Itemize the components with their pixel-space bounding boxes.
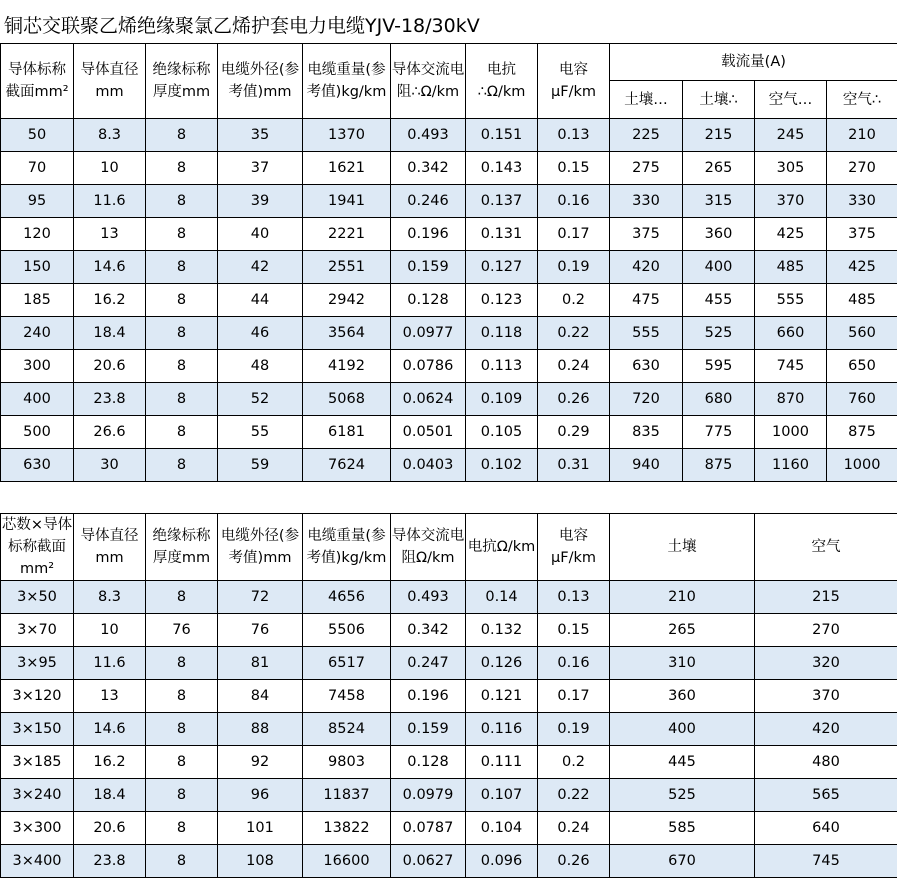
table-cell: 670	[610, 845, 755, 878]
table-row	[1, 218, 897, 251]
table-cell: 330	[827, 185, 897, 218]
table-cell: 8	[146, 119, 218, 152]
table-cell: 1160	[755, 449, 827, 482]
table-row	[1, 713, 897, 746]
table-cell: 8	[146, 284, 218, 317]
table-cell: 760	[827, 383, 897, 416]
table-cell: 360	[683, 218, 755, 251]
table-cell: 10	[74, 614, 146, 647]
table-cell: 455	[683, 284, 755, 317]
table-cell: 0.132	[466, 614, 538, 647]
table-cell: 96	[218, 779, 303, 812]
header-weight: 电缆重量(参考值)kg/km	[303, 514, 391, 581]
table-cell: 8.3	[74, 119, 146, 152]
table-cell: 11837	[303, 779, 391, 812]
header-diameter: 导体直径mm	[74, 514, 146, 581]
table-cell: 3×95	[1, 647, 74, 680]
table-cell: 55	[218, 416, 303, 449]
page-title: 铜芯交联聚乙烯绝缘聚氯乙烯护套电力电缆YJV-18/30kV	[4, 15, 480, 37]
table-cell: 630	[610, 350, 683, 383]
table-cell: 8	[146, 317, 218, 350]
table-cell: 76	[146, 614, 218, 647]
table-cell: 555	[755, 284, 827, 317]
header-capacitance: 电容μF/km	[538, 514, 610, 581]
table-cell: 400	[610, 713, 755, 746]
table-cell: 14.6	[74, 251, 146, 284]
table-cell: 0.16	[538, 185, 610, 218]
table-cell: 0.0403	[391, 449, 466, 482]
table-cell: 1370	[303, 119, 391, 152]
table-cell: 0.0979	[391, 779, 466, 812]
table-cell: 0.2	[538, 746, 610, 779]
table-cell: 59	[218, 449, 303, 482]
header-reactance: 电抗Ω/km	[466, 514, 538, 581]
table-cell: 37	[218, 152, 303, 185]
table-cell: 480	[755, 746, 897, 779]
table-cell: 0.15	[538, 614, 610, 647]
table-cell: 215	[683, 119, 755, 152]
table-cell: 0.0624	[391, 383, 466, 416]
table-row	[1, 185, 897, 218]
table-cell: 210	[827, 119, 897, 152]
table-cell: 0.19	[538, 251, 610, 284]
table-cell: 300	[1, 350, 74, 383]
table-cell: 40	[218, 218, 303, 251]
table-cell: 0.16	[538, 647, 610, 680]
table-cell: 95	[1, 185, 74, 218]
table-cell: 44	[218, 284, 303, 317]
table-row	[1, 251, 897, 284]
table-cell: 360	[610, 680, 755, 713]
table-cell: 0.159	[391, 713, 466, 746]
table-cell: 8.3	[74, 581, 146, 614]
table-cell: 150	[1, 251, 74, 284]
table-cell: 555	[610, 317, 683, 350]
table-cell: 305	[755, 152, 827, 185]
table-cell: 8	[146, 218, 218, 251]
table-cell: 3×240	[1, 779, 74, 812]
table-cell: 5068	[303, 383, 391, 416]
table-cell: 81	[218, 647, 303, 680]
table-row	[1, 119, 897, 152]
table-cell: 84	[218, 680, 303, 713]
table-cell: 0.0501	[391, 416, 466, 449]
table-cell: 72	[218, 581, 303, 614]
table-cell: 16.2	[74, 284, 146, 317]
table-cell: 400	[1, 383, 74, 416]
table-cell: 101	[218, 812, 303, 845]
table-cell: 39	[218, 185, 303, 218]
table-cell: 11.6	[74, 185, 146, 218]
table-cell: 3×400	[1, 845, 74, 878]
table-cell: 3×70	[1, 614, 74, 647]
table-cell: 8	[146, 185, 218, 218]
table-cell: 26.6	[74, 416, 146, 449]
table-cell: 500	[1, 416, 74, 449]
table-cell: 485	[755, 251, 827, 284]
table-row	[1, 449, 897, 482]
table-cell: 0.247	[391, 647, 466, 680]
table-cell: 0.128	[391, 746, 466, 779]
table-row	[1, 416, 897, 449]
cable-spec-table-single-core	[0, 43, 897, 482]
table-cell: 375	[827, 218, 897, 251]
table-cell: 0.246	[391, 185, 466, 218]
table-cell: 8	[146, 812, 218, 845]
header-sub-soil-2: 土壤∴	[683, 81, 755, 119]
table-cell: 0.102	[466, 449, 538, 482]
header-insulation: 绝缘标称厚度mm	[146, 514, 218, 581]
table-cell: 0.26	[538, 845, 610, 878]
table-cell: 3564	[303, 317, 391, 350]
table-cell: 215	[755, 581, 897, 614]
table-cell: 5506	[303, 614, 391, 647]
table-cell: 775	[683, 416, 755, 449]
table-cell: 0.19	[538, 713, 610, 746]
table-cell: 0.0786	[391, 350, 466, 383]
table-cell: 13	[74, 218, 146, 251]
table-cell: 16600	[303, 845, 391, 878]
table-cell: 225	[610, 119, 683, 152]
table-row	[1, 614, 897, 647]
table-cell: 18.4	[74, 779, 146, 812]
table-cell: 425	[827, 251, 897, 284]
header-diameter: 导体直径mm	[74, 44, 146, 119]
table-cell: 565	[755, 779, 897, 812]
header-soil: 土壤	[610, 514, 755, 581]
table-cell: 11.6	[74, 647, 146, 680]
table-cell: 76	[218, 614, 303, 647]
table-cell: 3×185	[1, 746, 74, 779]
table-cell: 42	[218, 251, 303, 284]
table-cell: 0.493	[391, 119, 466, 152]
table-cell: 1000	[827, 449, 897, 482]
header-resistance: 导体交流电阻∴Ω/km	[391, 44, 466, 119]
table-cell: 0.24	[538, 812, 610, 845]
table-cell: 8	[146, 251, 218, 284]
table-row	[1, 581, 897, 614]
table-cell: 0.107	[466, 779, 538, 812]
table-row	[1, 680, 897, 713]
table-cell: 10	[74, 152, 146, 185]
table-row	[1, 746, 897, 779]
table-cell: 8524	[303, 713, 391, 746]
table-cell: 120	[1, 218, 74, 251]
table-cell: 245	[755, 119, 827, 152]
table-cell: 660	[755, 317, 827, 350]
table-cell: 320	[755, 647, 897, 680]
table-cell: 50	[1, 119, 74, 152]
table-cell: 23.8	[74, 383, 146, 416]
table-cell: 0.17	[538, 218, 610, 251]
table-cell: 265	[683, 152, 755, 185]
table-cell: 20.6	[74, 350, 146, 383]
table-cell: 640	[755, 812, 897, 845]
table-cell: 875	[683, 449, 755, 482]
table-cell: 2221	[303, 218, 391, 251]
table-cell: 0.131	[466, 218, 538, 251]
table-cell: 0.151	[466, 119, 538, 152]
header-air: 空气	[755, 514, 897, 581]
table-cell: 0.26	[538, 383, 610, 416]
table-cell: 6181	[303, 416, 391, 449]
header-weight: 电缆重量(参考值)kg/km	[303, 44, 391, 119]
table-cell: 745	[755, 350, 827, 383]
table-cell: 0.22	[538, 779, 610, 812]
table-cell: 720	[610, 383, 683, 416]
table-row	[1, 284, 897, 317]
table-cell: 0.137	[466, 185, 538, 218]
table-cell: 0.0977	[391, 317, 466, 350]
header-insulation: 绝缘标称厚度mm	[146, 44, 218, 119]
table-cell: 0.113	[466, 350, 538, 383]
table-cell: 650	[827, 350, 897, 383]
header-section: 芯数×导体标称截面mm²	[1, 514, 74, 581]
table-row	[1, 845, 897, 878]
table-row	[1, 647, 897, 680]
table-cell: 3×150	[1, 713, 74, 746]
table-cell: 0.123	[466, 284, 538, 317]
table-cell: 0.118	[466, 317, 538, 350]
table-cell: 560	[827, 317, 897, 350]
table-row	[1, 350, 897, 383]
table-cell: 35	[218, 119, 303, 152]
table-row	[1, 152, 897, 185]
table-cell: 4656	[303, 581, 391, 614]
table-cell: 485	[827, 284, 897, 317]
table-cell: 745	[755, 845, 897, 878]
table-cell: 0.31	[538, 449, 610, 482]
table-cell: 8	[146, 746, 218, 779]
table-cell: 0.127	[466, 251, 538, 284]
table-cell: 270	[827, 152, 897, 185]
table-cell: 8	[146, 350, 218, 383]
table-cell: 3×120	[1, 680, 74, 713]
table-cell: 88	[218, 713, 303, 746]
table-cell: 1000	[755, 416, 827, 449]
table-cell: 525	[610, 779, 755, 812]
table-cell: 0.13	[538, 119, 610, 152]
table-cell: 0.196	[391, 218, 466, 251]
table-cell: 0.14	[466, 581, 538, 614]
header-resistance: 导体交流电阻Ω/km	[391, 514, 466, 581]
table-cell: 0.0787	[391, 812, 466, 845]
table-cell: 0.24	[538, 350, 610, 383]
table-cell: 7458	[303, 680, 391, 713]
table-cell: 680	[683, 383, 755, 416]
table-cell: 0.126	[466, 647, 538, 680]
table-cell: 30	[74, 449, 146, 482]
table-cell: 23.8	[74, 845, 146, 878]
table-cell: 18.4	[74, 317, 146, 350]
table-cell: 92	[218, 746, 303, 779]
table-cell: 525	[683, 317, 755, 350]
table-cell: 0.128	[391, 284, 466, 317]
table-cell: 445	[610, 746, 755, 779]
table-cell: 595	[683, 350, 755, 383]
table-cell: 0.104	[466, 812, 538, 845]
table-cell: 0.096	[466, 845, 538, 878]
table-cell: 270	[755, 614, 897, 647]
table-cell: 400	[683, 251, 755, 284]
table-cell: 2942	[303, 284, 391, 317]
table-cell: 13	[74, 680, 146, 713]
table-cell: 370	[755, 680, 897, 713]
table-cell: 0.196	[391, 680, 466, 713]
table-cell: 20.6	[74, 812, 146, 845]
table-cell: 6517	[303, 647, 391, 680]
header-capacitance: 电容μF/km	[538, 44, 610, 119]
header-reactance: 电抗∴Ω/km	[466, 44, 538, 119]
table-cell: 870	[755, 383, 827, 416]
table-cell: 0.159	[391, 251, 466, 284]
table-cell: 108	[218, 845, 303, 878]
table-cell: 0.342	[391, 614, 466, 647]
table-cell: 585	[610, 812, 755, 845]
table-cell: 1941	[303, 185, 391, 218]
header-section: 导体标称截面mm²	[1, 44, 74, 119]
table-cell: 4192	[303, 350, 391, 383]
table-cell: 1621	[303, 152, 391, 185]
table-cell: 8	[146, 713, 218, 746]
table-cell: 16.2	[74, 746, 146, 779]
header-outer-diameter: 电缆外径(参考值)mm	[218, 44, 303, 119]
table-row	[1, 779, 897, 812]
table-cell: 3×50	[1, 581, 74, 614]
table-cell: 7624	[303, 449, 391, 482]
table-cell: 0.0627	[391, 845, 466, 878]
table-cell: 330	[610, 185, 683, 218]
table-cell: 0.111	[466, 746, 538, 779]
header-outer-diameter: 电缆外径(参考值)mm	[218, 514, 303, 581]
table-cell: 875	[827, 416, 897, 449]
table-cell: 0.13	[538, 581, 610, 614]
table-cell: 0.105	[466, 416, 538, 449]
table-cell: 0.22	[538, 317, 610, 350]
table-cell: 425	[755, 218, 827, 251]
table-cell: 2551	[303, 251, 391, 284]
table-cell: 0.493	[391, 581, 466, 614]
table-cell: 420	[610, 251, 683, 284]
table-cell: 475	[610, 284, 683, 317]
table-cell: 8	[146, 383, 218, 416]
table-cell: 8	[146, 152, 218, 185]
table-cell: 375	[610, 218, 683, 251]
table-cell: 14.6	[74, 713, 146, 746]
table-row	[1, 317, 897, 350]
table-cell: 48	[218, 350, 303, 383]
table-cell: 240	[1, 317, 74, 350]
table-cell: 8	[146, 647, 218, 680]
table-cell: 8	[146, 845, 218, 878]
table-cell: 8	[146, 581, 218, 614]
table-cell: 70	[1, 152, 74, 185]
table-cell: 0.15	[538, 152, 610, 185]
table-cell: 275	[610, 152, 683, 185]
table-cell: 370	[755, 185, 827, 218]
table-row	[1, 812, 897, 845]
table-cell: 0.342	[391, 152, 466, 185]
table-cell: 0.109	[466, 383, 538, 416]
table-cell: 8	[146, 779, 218, 812]
header-sub-air-1: 空气…	[755, 81, 827, 119]
table-cell: 210	[610, 581, 755, 614]
table-row	[1, 383, 897, 416]
table-cell: 0.29	[538, 416, 610, 449]
header-current-capacity: 载流量(A)	[610, 44, 897, 81]
table-cell: 835	[610, 416, 683, 449]
table-cell: 310	[610, 647, 755, 680]
table-cell: 185	[1, 284, 74, 317]
table-cell: 8	[146, 680, 218, 713]
table-cell: 0.116	[466, 713, 538, 746]
table-cell: 13822	[303, 812, 391, 845]
header-sub-soil-1: 土壤…	[610, 81, 683, 119]
table-cell: 8	[146, 416, 218, 449]
table-cell: 52	[218, 383, 303, 416]
table-cell: 315	[683, 185, 755, 218]
table-cell: 265	[610, 614, 755, 647]
table-cell: 0.121	[466, 680, 538, 713]
table-cell: 9803	[303, 746, 391, 779]
table-cell: 0.17	[538, 680, 610, 713]
table-cell: 8	[146, 449, 218, 482]
table-cell: 0.143	[466, 152, 538, 185]
table-cell: 420	[755, 713, 897, 746]
cable-spec-table-three-core	[0, 513, 897, 878]
table-cell: 940	[610, 449, 683, 482]
header-sub-air-2: 空气∴	[827, 81, 897, 119]
table-cell: 630	[1, 449, 74, 482]
table-cell: 46	[218, 317, 303, 350]
table-cell: 0.2	[538, 284, 610, 317]
table-cell: 3×300	[1, 812, 74, 845]
